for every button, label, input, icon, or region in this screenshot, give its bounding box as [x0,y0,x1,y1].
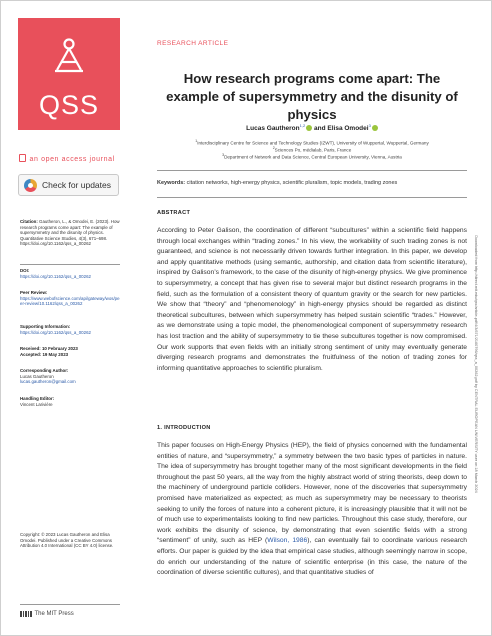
introduction-heading: 1. INTRODUCTION [157,425,211,431]
download-note [473,155,479,575]
sidebar-bottom-divider [20,604,120,605]
editor-label: Handling Editor: [20,396,55,401]
copyright-block [20,532,120,549]
author-2: Elisa Omodei [327,125,369,133]
check-updates-icon [24,179,37,192]
supporting-info-block [20,324,120,335]
orcid-icon[interactable] [372,125,378,131]
logo-text: QSS [38,90,100,120]
mit-press-icon [20,611,32,617]
publisher-logo [20,611,74,617]
open-access-text: an open access journal [29,156,115,163]
left-sidebar [0,0,128,636]
accepted-date: Accepted: 19 May 2023 [20,351,69,357]
check-for-updates-button[interactable] [18,174,119,196]
corresponding-label: Corresponding Author: [20,368,69,373]
publisher-name: The MIT Press [34,611,74,617]
peer-review-label: Peer Review: [20,290,48,295]
introduction-text [157,441,467,579]
received-date: Received: 10 February 2023 [20,346,78,351]
authors-and: and [314,125,326,133]
authors-line [157,123,467,132]
citation-link[interactable]: Wilson, 1986 [267,537,308,545]
article-type: RESEARCH ARTICLE [157,40,229,47]
check-updates-label: Check for updates [42,180,111,190]
citation-label: Citation: [20,219,38,224]
abstract-text: According to Peter Galison, the coordination of different “subcultures” within a scientific field happens through local exchanges within “trading zones.” In his view, the workability of such trading zones is not guaranteed, and science is not necessarily driven towards further integration. In this paper, we develop and apply quantitative methods (using semantic, authorship, and citation data from scientific literature), inspired by Galison’s framework, to the case of the disunity of high-energy physics. We give prominence to supersymmetry, a concept that has given rise to several major but distinct research programs in the field, such as the formulation of a consistent theory of quantum gravity or the search for new particles. We show that “theory” and “phenomenology” in high-energy physics should be regarded as distinct theoretical subcultures, between which supersymmetry has helped sustain scientific “trades.” However, as we demonstrate using a topic model, the phenomenological component of supersymmetry research has lost traction and the ability of supersymmetry to tie these subcultures together is now compromised. Our work supports that even fields with an initially strong sentiment of unity may eventually generate diverging research programs and demonstrates the fruitfulness of the notion of trading zones for informing quantitative approaches to scientific pluralism. [157,227,467,372]
corresponding-name: Lucas Gautheron [20,373,54,379]
peer-review-block [20,290,120,307]
dates-block [20,346,120,357]
download-note-text: Downloaded from http://direct.mit.edu/qss/article-pdf/4/3/671/2160796/qss_a_00262.pdf by CENTRAL EUROPEAN UNIVERSITY user on 18 March 2024 [474,235,478,493]
orcid-icon[interactable] [306,125,312,131]
intro-part-2: ), can eventually fail to coordinate various research efforts. Our paper is guided by the idea that empirical case studies, although seemingly narrow in scope, do enrich our understanding of the nature of scientific enterprise (in this case, the nature of the coordination of diverse scientific cultures), and that quantitative studies of [157,537,467,577]
abstract-heading: ABSTRACT [157,210,191,216]
intro-part-1: This paper focuses on High-Energy Physics (HEP), the field of physics concerned with the fundamental entities of nature, and “supersymmetry,” a symmetry between the two basic types of particles in nature. The idea of supersymmetry has brought together many of the most significant developments in the field throughout the past 50 years, all the way from the highly abstract world of string theorists, deep down to the machinery of underground particle colliders. However, none of the discoveries that supersymmetry promised have materialized as expected; as much as supersymmetry may be necessary to theorists seeking to unify the forces of nature into a coherent picture, it is increasingly plausible that it will not be of much use to experimentalists looking to find new particles. Throughout this case study, therefore, our work exhibits the disunity of science, by demonstrating that even scientific fields with a strong “sentiment” of unity, such as HEP ( [157,442,467,545]
author-2-affil: 3 [368,123,371,128]
keywords-top-rule [157,170,467,171]
keywords-label: Keywords: [157,180,186,186]
journal-logo [18,18,120,130]
corresponding-email[interactable]: lucas.gautheron@gmail.com [20,379,76,385]
keywords-line [157,180,467,186]
sidebar-divider [20,264,120,265]
affiliation-3: $^3$Department of Network and Data Science, Central European University, Vienna, Austria [222,153,402,160]
doi-label: DOI: [20,268,30,273]
article-title: How research programs come apart: The example of supersymmetry and the disunity of physics [166,71,458,122]
supporting-info-link[interactable]: https://doi.org/10.1162/qss_a_00262 [20,329,91,335]
citation-block [20,219,120,247]
corresponding-author-block [20,368,120,385]
citation-text: Gautheron, L., & Omodei, E. (2023). How research programs come apart: The example of supersymmetry and the disunity of physics. Quantitative Science Studies, 4(3), 671–698. https://doi.org/10.1162/qss_a_00262 [20,219,120,247]
affiliation-2: $^2$Sciences Po, médialab, Paris, France [272,146,352,153]
supporting-info-label: Supporting Information: [20,324,71,329]
peer-review-link[interactable]: https://www.webofscience.com/api/gateway/wos/peer-review/10.1162/qss_a_00262 [20,295,120,307]
doi-block [20,268,120,279]
copyright-text: Copyright: © 2023 Lucas Gautheron and Elisa Omodei. Published under a Creative Commons Attribution 4.0 International (CC BY 4.0) license. [20,532,114,549]
lock-icon [19,154,26,162]
open-access-line [18,154,122,163]
doi-link[interactable]: https://doi.org/10.1162/qss_a_00262 [20,273,91,279]
affiliation-1: $^1$Interdisciplinary Centre for Science and Technology Studies (IZWT), University of Wuppertal, Wuppertal, Germany [195,139,429,146]
author-1-affil: 1,2 [299,123,306,128]
keywords-bottom-rule [157,197,467,198]
qss-logo-icon [52,38,86,78]
handling-editor-block [20,396,120,407]
keywords-text: citation networks, high-energy physics, scientific pluralism, topic models, trading zones [186,180,398,186]
author-1: Lucas Gautheron [246,125,300,133]
editor-name: Vincent Larivière [20,401,53,407]
